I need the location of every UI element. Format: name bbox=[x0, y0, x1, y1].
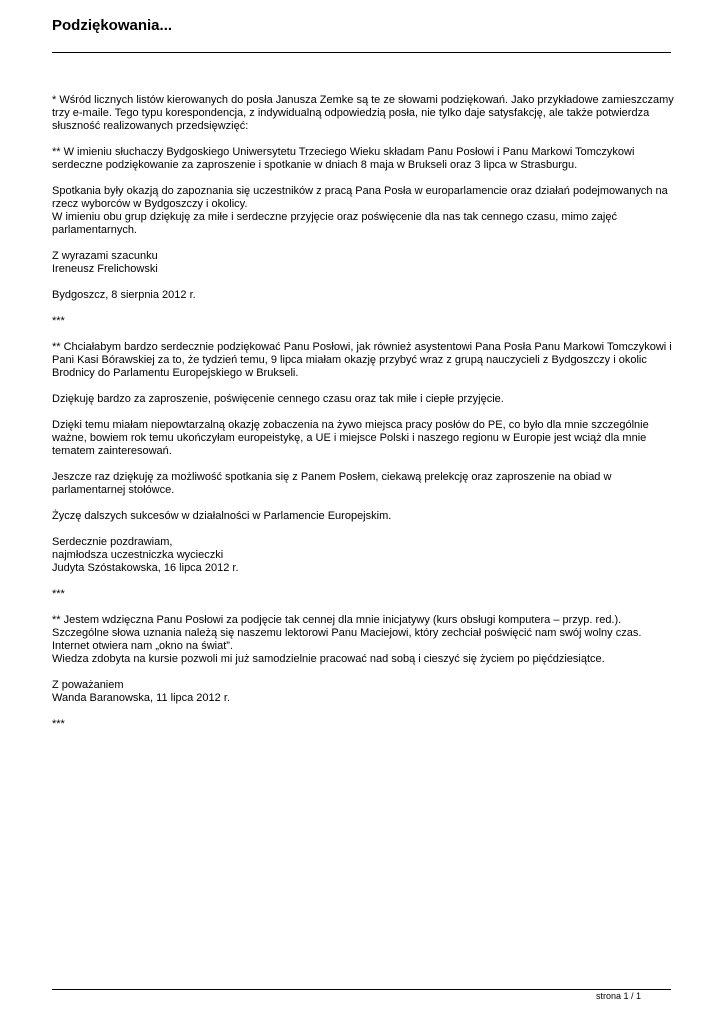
page-title: Podziękowania... bbox=[52, 17, 173, 34]
paragraph-line: Internet otwiera nam „okno na świat”. bbox=[52, 640, 233, 652]
paragraph-line: Wiedza zdobyta na kursie pozwoli mi już samodzielnie pracować nad sobą i cieszyć się życiem po pięćdziesiątce. bbox=[52, 653, 605, 665]
paragraph bbox=[52, 679, 676, 705]
paragraph bbox=[52, 250, 676, 276]
paragraph-line: ** Chciałabym bardzo serdecznie podziękować Panu Posłowi, jak również asystentowi Pana Posła Panu Markowi Tomczykowi i Pani Kasi Bórawskiej za to, że tydzień temu, 9 lipca miałam okazję przybyć wraz z grupą nauczycieli z Bydgoszczy i okolic Brodnicy do Parlamentu Europejskiego w Brukseli. bbox=[52, 341, 672, 379]
paragraph-line: W imieniu obu grup dziękuję za miłe i serdeczne przyjęcie oraz poświęcenie dla nas tak cennego czasu, mimo zajęć parlamentarnych. bbox=[52, 211, 617, 236]
paragraph-line: Judyta Szóstakowska, 16 lipca 2012 r. bbox=[52, 562, 239, 574]
paragraph-line: Z wyrazami szacunku bbox=[52, 250, 158, 262]
paragraph bbox=[52, 146, 676, 172]
header-divider bbox=[52, 52, 671, 53]
paragraph bbox=[52, 536, 676, 575]
paragraph-line: Jeszcze raz dziękuję za możliwość spotkania się z Panem Posłem, ciekawą prelekcję oraz zaproszenie na obiad w parlamentarnej stołówce. bbox=[52, 471, 612, 496]
paragraph-line: Spotkania były okazją do zapoznania się uczestników z pracą Pana Posła w europarlamencie oraz działań podejmowanych na rzecz wyborców w Bydgoszczy i okolicy. bbox=[52, 185, 668, 210]
paragraph-line: *** bbox=[52, 718, 65, 730]
paragraph bbox=[52, 289, 676, 302]
paragraph bbox=[52, 614, 676, 666]
paragraph-line: Ireneusz Frelichowski bbox=[52, 263, 158, 275]
paragraph-line: Dzięki temu miałam niepowtarzalną okazję zobaczenia na żywo miejsca pracy posłów do PE, co było dla mnie szczególnie ważne, bowiem rok temu ukończyłam europeistykę, a UE i miejsce Polski i naszego regionu w Europie jest wciąż dla mnie tematem zainteresowań. bbox=[52, 419, 649, 457]
paragraph bbox=[52, 94, 676, 133]
paragraph bbox=[52, 471, 676, 497]
paragraph-line: *** bbox=[52, 315, 65, 327]
page-number: strona 1 / 1 bbox=[595, 991, 641, 1001]
paragraph-line: Szczególne słowa uznania należą się naszemu lektorowi Panu Maciejowi, który zechciał poświęcić nam swój wolny czas. bbox=[52, 627, 642, 639]
paragraph-line: ** W imieniu słuchaczy Bydgoskiego Uniwersytetu Trzeciego Wieku składam Panu Posłowi i Panu Markowi Tomczykowi serdeczne podziękowanie za zaproszenie i spotkanie w dniach 8 maja w Brukseli oraz 3 lipca w Strasburgu. bbox=[52, 146, 635, 171]
paragraph bbox=[52, 510, 676, 523]
paragraph bbox=[52, 315, 676, 328]
footer-divider bbox=[52, 989, 671, 990]
paragraph bbox=[52, 588, 676, 601]
paragraph bbox=[52, 341, 676, 380]
paragraph-line: Życzę dalszych sukcesów w działalności w Parlamencie Europejskim. bbox=[52, 510, 392, 522]
paragraph-line: * Wśród licznych listów kierowanych do posła Janusza Zemke są te ze słowami podziękowań. Jako przykładowe zamieszczamy trzy e-maile. Tego typu korespondencja, z indywidualną odpowiedzią posła, nie tylko daje satysfakcję, ale także potwierdza słuszność realizowanych przedsięwzięć: bbox=[52, 94, 674, 132]
paragraph-line: Wanda Baranowska, 11 lipca 2012 r. bbox=[52, 692, 230, 704]
paragraph-line: Bydgoszcz, 8 sierpnia 2012 r. bbox=[52, 289, 196, 301]
paragraph-line: Z poważaniem bbox=[52, 679, 124, 691]
paragraph-line: Dziękuję bardzo za zaproszenie, poświęcenie cennego czasu oraz tak miłe i ciepłe przyjęcie. bbox=[52, 393, 504, 405]
paragraph bbox=[52, 185, 676, 237]
document-body bbox=[52, 94, 676, 744]
paragraph bbox=[52, 393, 676, 406]
paragraph bbox=[52, 419, 676, 458]
paragraph-line: *** bbox=[52, 588, 65, 600]
paragraph-line: ** Jestem wdzięczna Panu Posłowi za podjęcie tak cennej dla mnie inicjatywy (kurs obsługi komputera – przyp. red.). bbox=[52, 614, 622, 626]
paragraph-line: najmłodsza uczestniczka wycieczki bbox=[52, 549, 224, 561]
paragraph-line: Serdecznie pozdrawiam, bbox=[52, 536, 173, 548]
paragraph bbox=[52, 718, 676, 731]
